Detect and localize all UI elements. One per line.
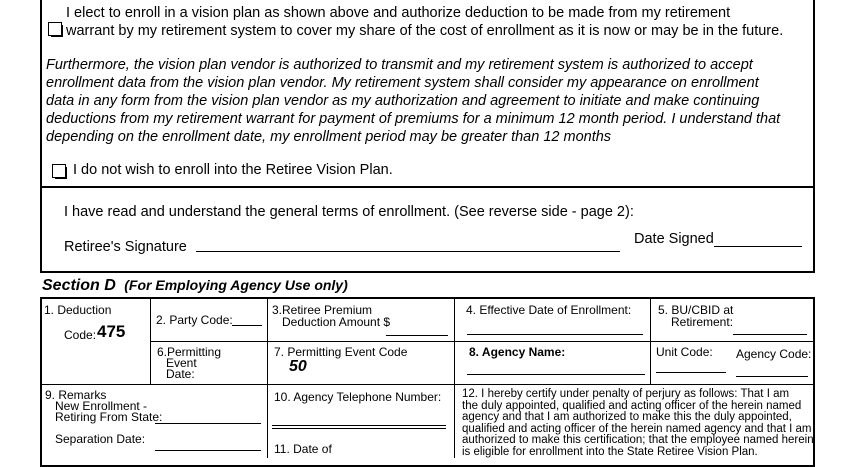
premium-amount-field[interactable]	[386, 335, 448, 336]
section-d-heading	[42, 277, 348, 295]
date-signed-label: Date Signed	[634, 231, 714, 247]
agency-name-field[interactable]	[467, 374, 645, 375]
permitting-event-code-label: 7. Permitting Event Code	[274, 345, 408, 359]
retiree-signature-label: Retiree's Signature	[64, 239, 187, 255]
separation-date-field[interactable]	[155, 450, 261, 451]
certification-block	[462, 388, 814, 458]
certification-line: is eligible for enrollment into the State Retiree Vision Plan.	[462, 445, 758, 458]
unit-code-field[interactable]	[656, 372, 726, 373]
party-code-label: 2. Party Code:	[156, 313, 233, 327]
certification-line: 12. I hereby certify under penalty of perjury as follows: That I am	[462, 388, 790, 400]
elect-enroll-checkbox[interactable]	[48, 22, 62, 36]
section-d-title: Section D	[42, 277, 116, 294]
separation-date-label: Separation Date:	[55, 432, 146, 446]
table-divider	[454, 298, 455, 458]
certification-line: authorized to make this certification; that the employee named herein	[462, 434, 814, 446]
certification-line: the duly appointed, qualified and acting officer of the herein named	[462, 399, 802, 412]
bu-cbid-label-line1: 5. BU/CBID at	[658, 303, 734, 317]
remarks-label-line3: Retiring From State:	[55, 410, 163, 424]
agency-phone-field[interactable]	[272, 425, 446, 426]
elect-enroll-text-line1: I elect to enroll in a vision plan as shown above and authorize deduction to be made from my retirement	[66, 5, 731, 21]
table-divider	[41, 384, 814, 385]
date-signed-field[interactable]	[714, 246, 802, 247]
permitting-event-code-value: 50	[289, 358, 307, 375]
remarks-label-line2: New Enrollment -	[55, 399, 148, 413]
agency-phone-label: 10. Agency Telephone Number:	[274, 390, 442, 404]
table-divider	[150, 341, 814, 342]
agency-name-label: 8. Agency Name:	[469, 345, 566, 359]
decline-enroll-text: I do not wish to enroll into the Retiree Vision Plan.	[73, 162, 393, 178]
retiree-premium-label-line2: Deduction Amount $	[282, 315, 391, 329]
permitting-event-date-label-line2: Event	[166, 356, 197, 370]
elect-enroll-text-line2: warrant by my retirement system to cover my share of the cost of enrollment as it is now or may be in the future.	[66, 23, 784, 39]
authorization-line-5: depending on the enrollment date, my enrollment period may be greater than 12 months	[46, 129, 612, 145]
authorization-line-1: Furthermore, the vision plan vendor is authorized to transmit and my retirement system is authorized to accept	[46, 57, 753, 73]
code-value: 475	[97, 322, 126, 341]
agency-phone-field-divider	[272, 428, 446, 429]
certification-line: qualified and acting officer of the herein named agency and that I am	[462, 422, 812, 435]
effective-date-label: 4. Effective Date of Enrollment:	[466, 303, 632, 317]
bu-cbid-field[interactable]	[733, 334, 807, 335]
deduction-label: 1. Deduction	[44, 303, 112, 317]
authorization-line-4: deductions from my retirement warrant for payment of premiums for a minimum 12 month period. I understand that	[46, 111, 781, 127]
section-d-subtitle: (For Employing Agency Use only)	[124, 277, 348, 293]
table-divider	[267, 298, 268, 458]
agency-code-field[interactable]	[736, 376, 808, 377]
bu-cbid-label-line2: Retirement:	[671, 315, 734, 329]
remarks-label-line1: 9. Remarks	[45, 388, 107, 402]
code-label: Code:	[64, 328, 97, 342]
retiree-signature-field[interactable]	[196, 251, 620, 252]
permitting-event-date-label-line1: 6.Permitting	[157, 345, 222, 359]
authorization-line-2: enrollment data from the vision plan vendor. My retirement system shall consider my appearance on enrollment	[46, 75, 759, 91]
effective-date-field[interactable]	[467, 334, 643, 335]
terms-acknowledgement-text: I have read and understand the general terms of enrollment. (See reverse side - page 2):	[64, 204, 634, 220]
unit-code-label: Unit Code:	[656, 345, 713, 359]
agency-code-label: Agency Code:	[736, 347, 812, 361]
decline-enroll-checkbox[interactable]	[52, 164, 66, 178]
permitting-event-date-label-line3: Date:	[166, 367, 195, 381]
authorization-line-3: data in any form from the vision plan vendor as my authorization and agreement to initiate and make continuing	[46, 93, 760, 109]
retiree-premium-label-line1: 3.Retiree Premium	[272, 303, 373, 317]
party-code-field[interactable]	[232, 325, 262, 326]
date-of-label: 11. Date of	[274, 442, 332, 456]
retiring-from-state-field[interactable]	[155, 423, 261, 424]
certification-line: agency and that I am authorized to make this the duly appointed,	[462, 411, 792, 423]
